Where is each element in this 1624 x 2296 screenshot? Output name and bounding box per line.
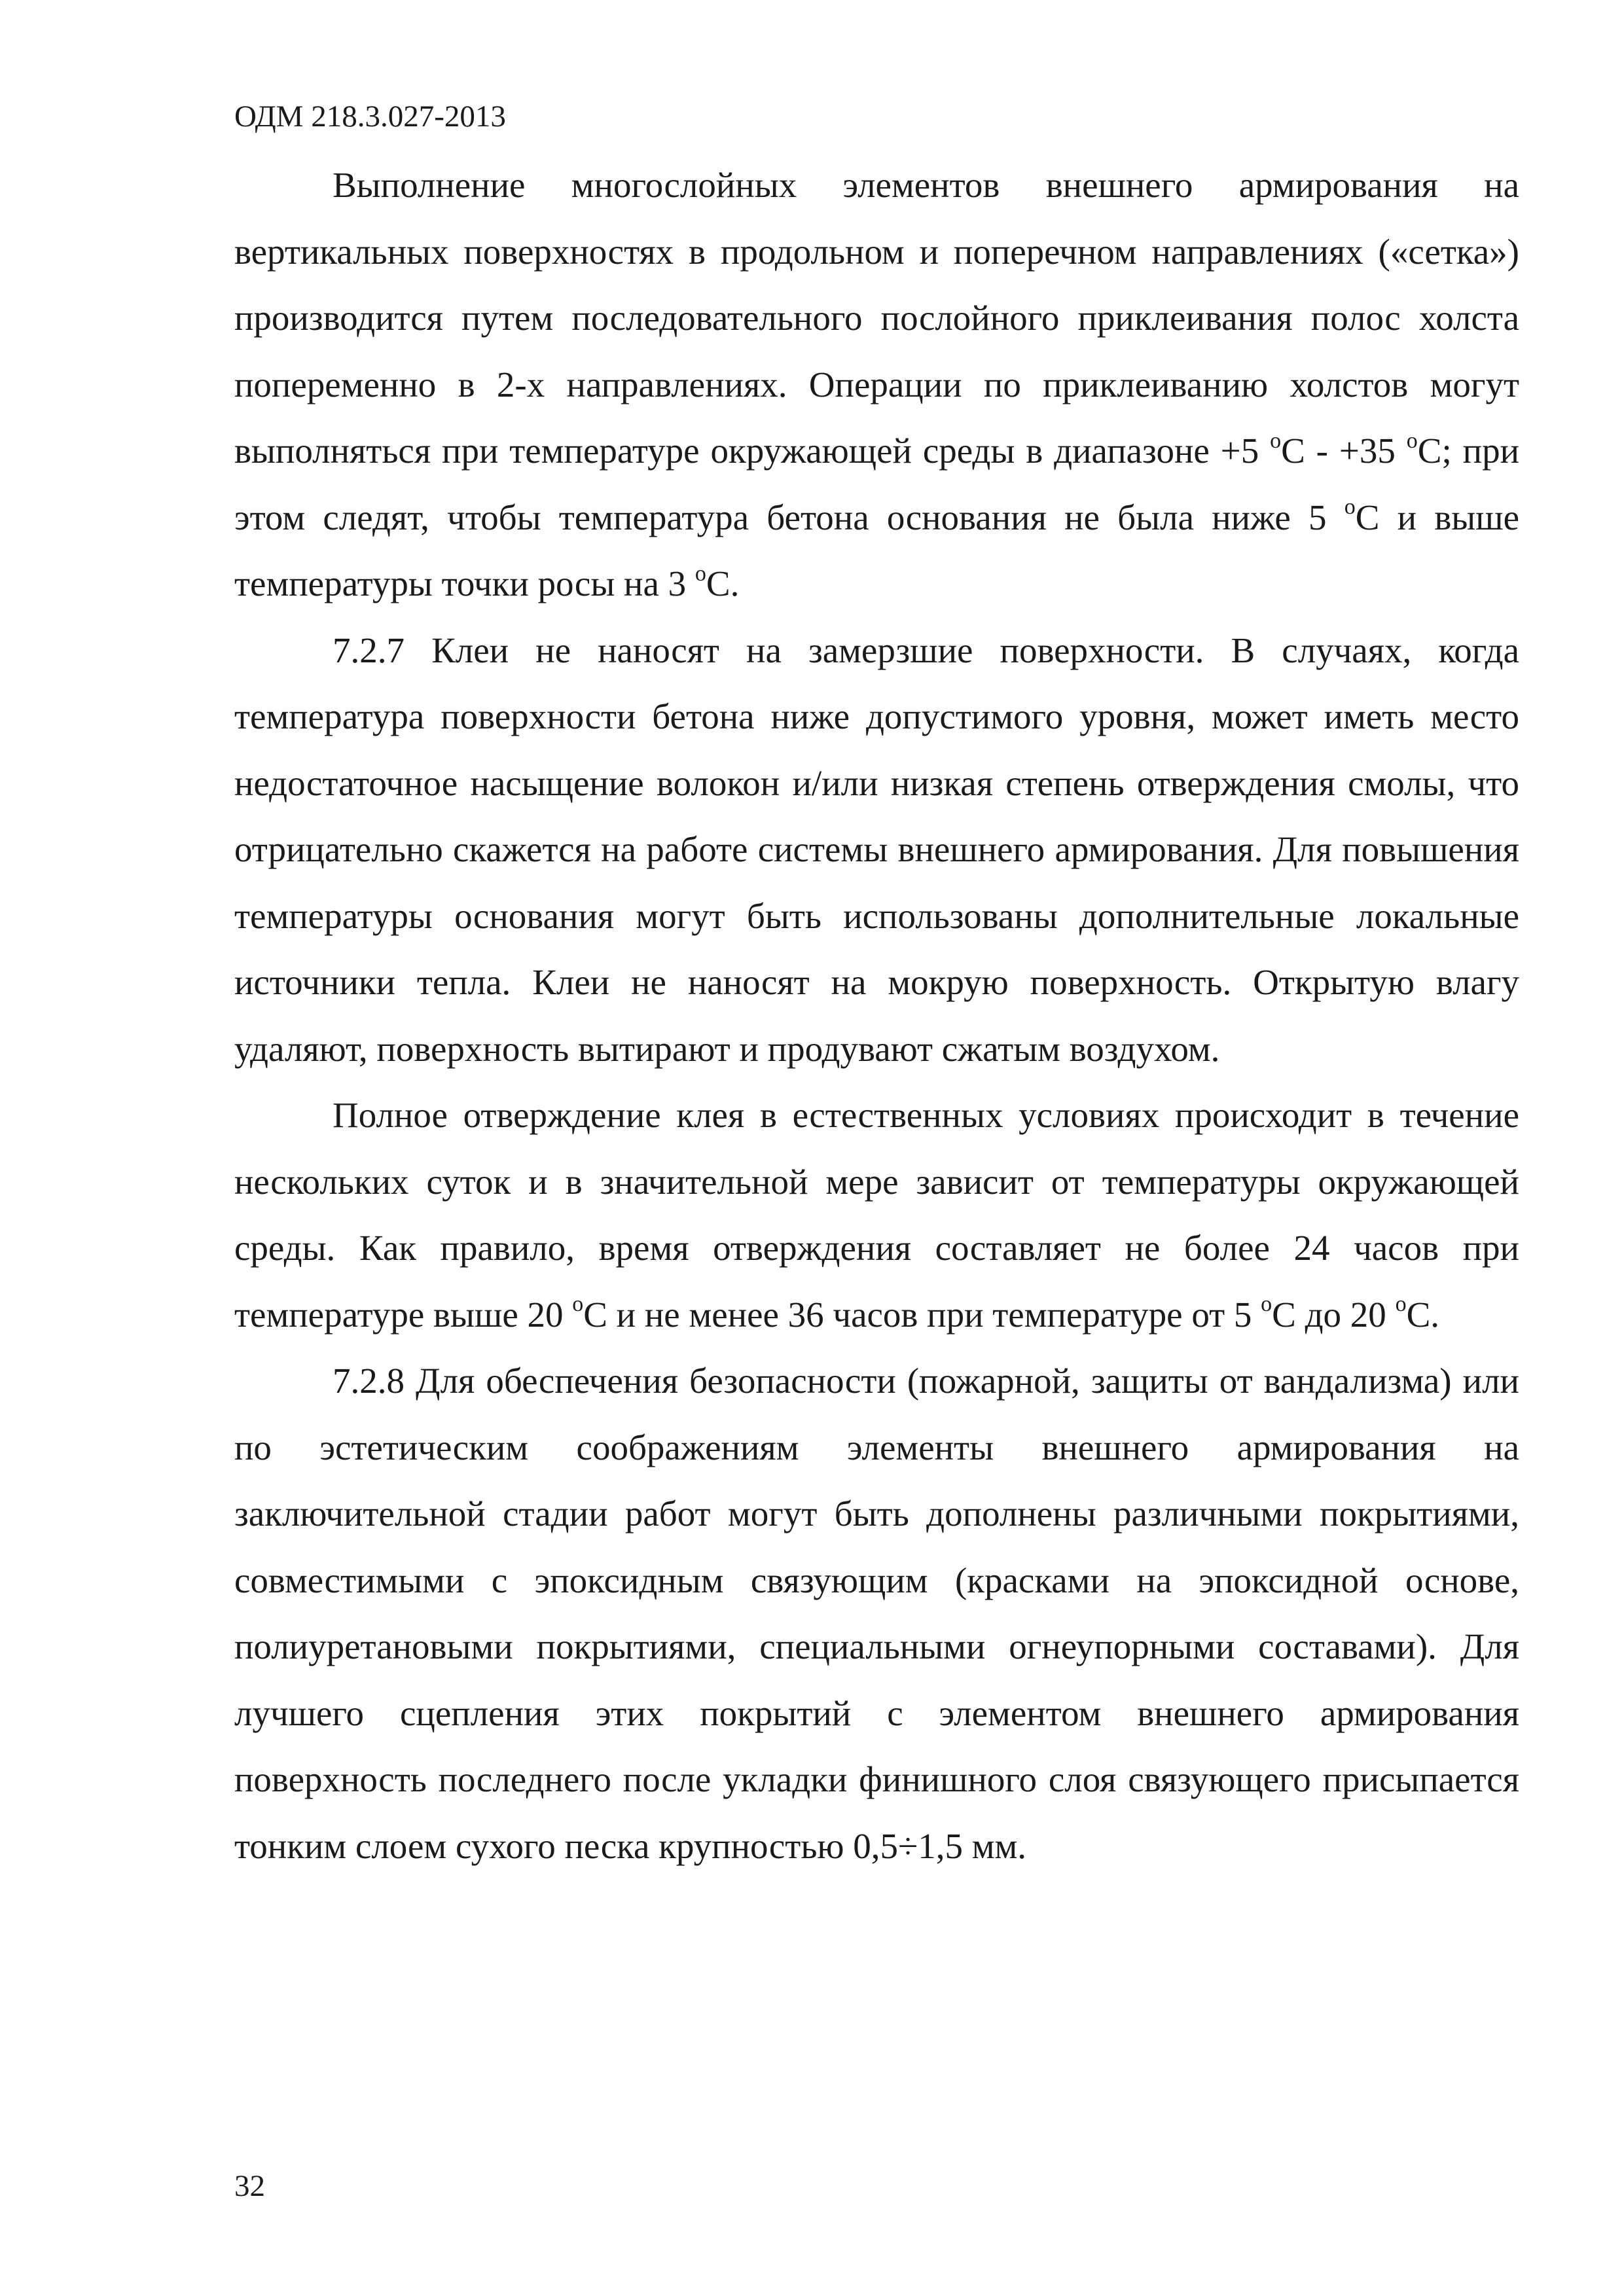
paragraph-text: С - +35 xyxy=(1281,431,1407,471)
paragraph-full-curing xyxy=(234,1082,1519,1348)
degree-sign: о xyxy=(1395,1292,1407,1317)
degree-sign: о xyxy=(1261,1292,1272,1317)
degree-sign: о xyxy=(1270,428,1282,453)
document-body xyxy=(234,152,1519,1879)
paragraph-text: Полное отверждение клея в естественных условиях происходит в течение нескольких суток и в значительной мере зависит от температуры окружающей среды. Как правило, время отверждения составляет не более 24 часов при температуре выше 20 xyxy=(234,1095,1519,1335)
paragraph-text: С и выше температуры точки росы на 3 xyxy=(234,497,1519,603)
degree-sign: о xyxy=(572,1292,584,1317)
paragraph-text: С и не менее 36 часов при температуре от 5 xyxy=(583,1294,1261,1335)
paragraph-text: С до 20 xyxy=(1272,1294,1396,1335)
paragraph-7-2-7: 7.2.7 Клеи не наносят на замерзшие поверхности. В случаях, когда температура поверхности бетона ниже допустимого уровня, может иметь место недостаточное насыщение волокон и/или низкая степень отверждения смолы, что отрицательно скажется на работе системы внешнего армирования. Для повышения температуры основания могут быть использованы дополнительные локальные источники тепла. Клеи не наносят на мокрую поверхность. Открытую влагу удаляют, поверхность вытирают и продувают сжатым воздухом. xyxy=(234,630,1519,1069)
paragraph-text: С. xyxy=(1406,1294,1439,1335)
paragraph-text: С; при этом следят, чтобы температура бетона основания не была ниже 5 xyxy=(234,431,1519,537)
page-number: 32 xyxy=(234,2169,265,2203)
degree-sign: о xyxy=(695,561,706,586)
degree-sign: о xyxy=(1406,428,1418,453)
paragraph-text: Выполнение многослойных элементов внешнего армирования на вертикальных поверхностях в продольном и поперечном направлениях («сетка») производится путем последовательного послойного приклеивания полос холста попеременно в 2-х направлениях. Операции по приклеиванию холстов могут выполняться при температуре окружающей среды в диапазоне +5 xyxy=(234,165,1519,471)
degree-sign: о xyxy=(1344,495,1356,520)
paragraph-7-2-8: 7.2.8 Для обеспечения безопасности (пожарной, защиты от вандализма) или по эстетическим соображениям элементы внешнего армирования на заключительной стадии работ могут быть дополнены различными покрытиями, совместимыми с эпоксидным связующим (красками на эпоксидной основе, полиуретановыми покрытиями, специальными огнеупорными составами). Для лучшего сцепления этих покрытий с элементом внешнего армирования поверхность последнего после укладки финишного слоя связующего присыпается тонким слоем сухого песка крупностью 0,5÷1,5 мм. xyxy=(234,1361,1519,1866)
document-code-header: ОДМ 218.3.027-2013 xyxy=(234,99,506,134)
paragraph-text: С. xyxy=(706,564,740,603)
paragraph-multilayer-elements xyxy=(234,152,1519,617)
